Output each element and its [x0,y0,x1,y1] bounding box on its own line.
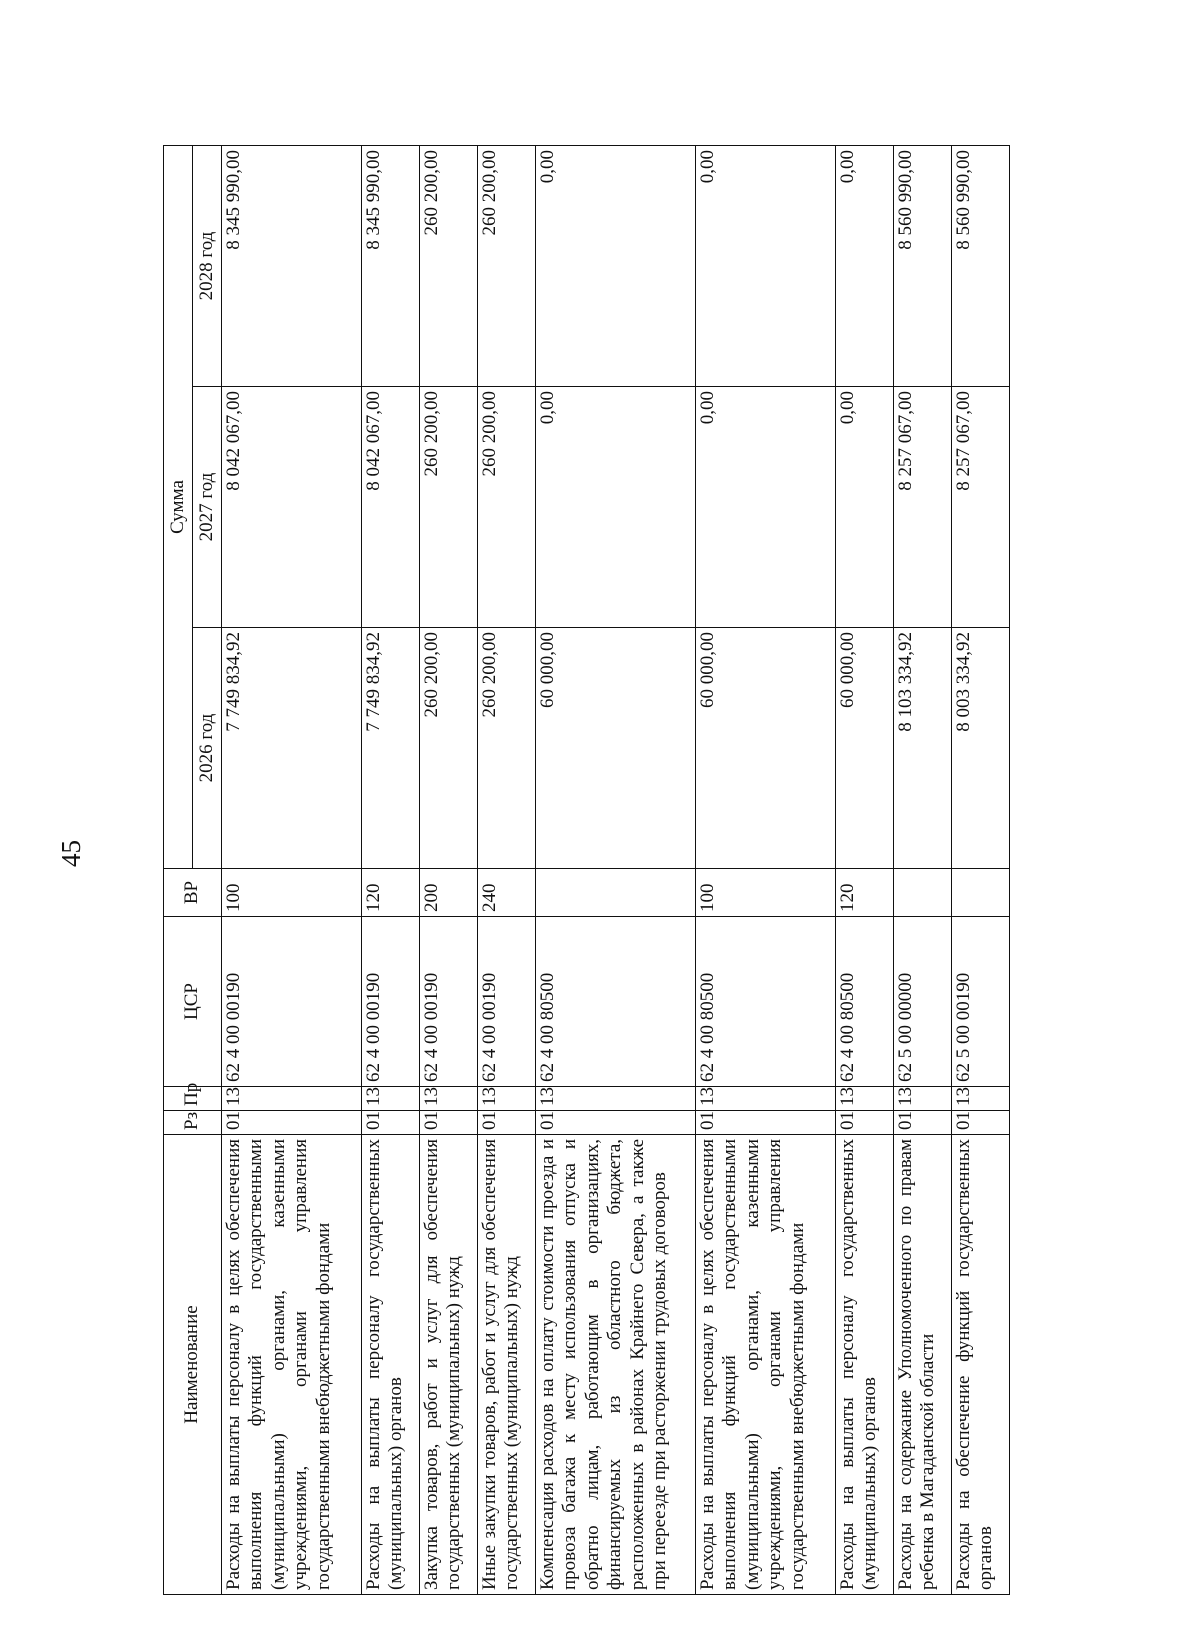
row-amount-2027: 8 042 067,00 [222,387,362,628]
row-amount-2027: 260 200,00 [478,387,536,628]
row-amount-2028: 8 345 990,00 [222,146,362,387]
row-pr: 13 [362,1087,420,1111]
table-row [362,146,420,1595]
row-name: Расходы на выплаты персоналу в целях обеспечения выполнения функций государственными (муниципальными) органами, казенными учреждениями, органами управления государственными внебюджетными фондами [696,1135,836,1595]
row-pr: 13 [222,1087,362,1111]
row-vr: 120 [836,869,894,917]
row-amount-2026: 60 000,00 [696,628,836,869]
row-csr: 62 4 00 80500 [696,917,836,1087]
row-rz: 01 [952,1111,1010,1135]
row-vr [952,869,1010,917]
table-row [222,146,362,1595]
row-rz: 01 [420,1111,478,1135]
row-rz: 01 [222,1111,362,1135]
row-amount-2026: 8 003 334,92 [952,628,1010,869]
row-amount-2028: 8 560 990,00 [894,146,952,387]
table-row [696,146,836,1595]
header-year-2027: 2027 год [193,387,222,628]
row-amount-2028: 260 200,00 [478,146,536,387]
row-amount-2028: 0,00 [696,146,836,387]
row-vr [894,869,952,917]
row-vr: 100 [696,869,836,917]
row-amount-2027: 8 257 067,00 [894,387,952,628]
row-vr [536,869,696,917]
budget-table [163,145,1010,1595]
header-name: Наименование [164,1135,222,1595]
row-name: Расходы на выплаты персоналу государственных (муниципальных) органов [362,1135,420,1595]
row-amount-2027: 8 042 067,00 [362,387,420,628]
row-amount-2026: 7 749 834,92 [362,628,420,869]
table-row [536,146,696,1595]
row-amount-2027: 0,00 [836,387,894,628]
row-csr: 62 4 00 00190 [362,917,420,1087]
row-csr: 62 4 00 80500 [536,917,696,1087]
table-row [836,146,894,1595]
row-name: Расходы на выплаты персоналу в целях обеспечения выполнения функций государственными (муниципальными) органами, казенными учреждениями, органами управления государственными внебюджетными фондами [222,1135,362,1595]
row-amount-2027: 0,00 [536,387,696,628]
row-csr: 62 4 00 80500 [836,917,894,1087]
header-row-top [164,146,193,1595]
row-csr: 62 5 00 00190 [952,917,1010,1087]
row-pr: 13 [696,1087,836,1111]
row-vr: 200 [420,869,478,917]
header-year-2028: 2028 год [193,146,222,387]
header-rz: Рз [164,1111,222,1135]
row-amount-2028: 8 345 990,00 [362,146,420,387]
row-pr: 13 [420,1087,478,1111]
row-amount-2027: 0,00 [696,387,836,628]
row-name: Расходы на обеспечение функций государственных органов [952,1135,1010,1595]
header-year-2026: 2026 год [193,628,222,869]
row-amount-2027: 8 257 067,00 [952,387,1010,628]
row-amount-2028: 8 560 990,00 [952,146,1010,387]
row-amount-2026: 60 000,00 [536,628,696,869]
row-csr: 62 4 00 00190 [420,917,478,1087]
row-pr: 13 [478,1087,536,1111]
row-csr: 62 4 00 00190 [222,917,362,1087]
row-vr: 240 [478,869,536,917]
header-sum: Сумма [164,146,193,869]
row-name: Закупка товаров, работ и услуг для обеспечения государственных (муниципальных) нужд [420,1135,478,1595]
row-pr: 13 [536,1087,696,1111]
row-name: Расходы на выплаты персоналу государственных (муниципальных) органов [836,1135,894,1595]
row-amount-2026: 8 103 334,92 [894,628,952,869]
row-amount-2028: 260 200,00 [420,146,478,387]
row-name: Иные закупки товаров, работ и услуг для обеспечения государственных (муниципальных) нужд [478,1135,536,1595]
row-name: Расходы на содержание Уполномоченного по правам ребенка в Магаданской области [894,1135,952,1595]
table-row [952,146,1010,1595]
row-amount-2026: 60 000,00 [836,628,894,869]
row-pr: 13 [952,1087,1010,1111]
row-amount-2028: 0,00 [536,146,696,387]
table-row [478,146,536,1595]
table-row [894,146,952,1595]
row-rz: 01 [696,1111,836,1135]
row-vr: 100 [222,869,362,917]
page-number: 45 [56,840,86,867]
row-name: Компенсация расходов на оплату стоимости проезда и провоза багажа к месту использования отпуска и обратно лицам, работающим в организациях, финансируемых из областного бюджета, расположенных в районах Крайнего Севера, а также при переезде при расторжении трудовых договоров [536,1135,696,1595]
row-amount-2027: 260 200,00 [420,387,478,628]
row-rz: 01 [362,1111,420,1135]
row-rz: 01 [894,1111,952,1135]
row-amount-2026: 260 200,00 [420,628,478,869]
row-rz: 01 [478,1111,536,1135]
rotated-table-wrapper [163,145,997,1595]
row-amount-2026: 7 749 834,92 [222,628,362,869]
header-vr: ВР [164,869,222,917]
table-row [420,146,478,1595]
row-rz: 01 [536,1111,696,1135]
header-csr: ЦСР [164,917,222,1087]
header-pr: Пр [164,1087,222,1111]
row-pr: 13 [836,1087,894,1111]
row-vr: 120 [362,869,420,917]
row-rz: 01 [836,1111,894,1135]
row-amount-2026: 260 200,00 [478,628,536,869]
row-csr: 62 5 00 00000 [894,917,952,1087]
row-pr: 13 [894,1087,952,1111]
row-csr: 62 4 00 00190 [478,917,536,1087]
row-amount-2028: 0,00 [836,146,894,387]
